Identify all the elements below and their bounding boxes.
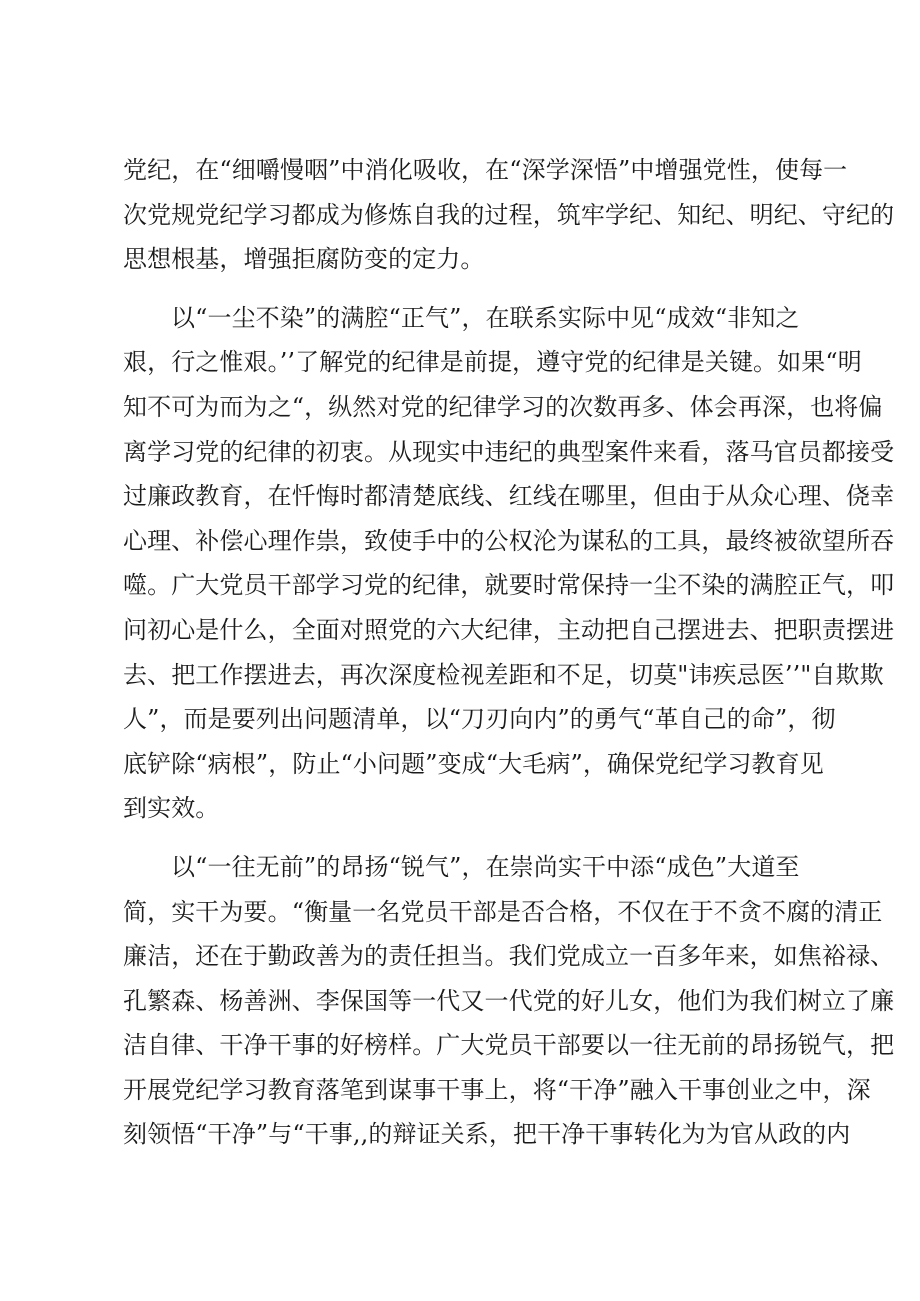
text-line: 去、把工作摆进去，再次深度检视差距和不足，切莫"讳疾忌医’’"自欺欺 — [123, 660, 884, 689]
text-line: 思想根基，增强拒腐防变的定力。 — [123, 245, 485, 274]
text-line: 简，实干为要。“衡量一名党员干部是否合格，不仅在于不贪不腐的清正 — [123, 897, 883, 926]
text-line: 以“一尘不染”的满腔“正气”，在联系实际中见“成效“非知之 — [171, 303, 800, 332]
text-line: 廉洁，还在于勤政善为的责任担当。我们党成立一百多年来，如焦裕禄、 — [123, 942, 895, 971]
text-line: 洁自律、干净干事的好榜样。广大党员干部要以一往无前的昂扬锐气，把 — [123, 1031, 895, 1060]
paragraph — [123, 296, 895, 831]
text-line: 以“一往无前”的昂扬“锐气”，在崇尚实干中添“成色”大道至 — [171, 852, 800, 881]
text-line: 刻领悟“干净”与“干事,,的辩证关系，把干净干事转化为为官从政的内 — [123, 1120, 851, 1149]
text-line: 人”，而是要列出问题清单，以“刀刃向内”的勇气“革自己的命”，彻 — [123, 705, 836, 734]
paragraph — [123, 845, 895, 1157]
text-line: 心理、补偿心理作祟，致使手中的公权沦为谋私的工具，最终被欲望所吞 — [123, 526, 895, 555]
paragraph-gap — [123, 282, 813, 296]
text-line: 孔繁森、杨善洲、李保国等一代又一代党的好儿女，他们为我们树立了廉 — [123, 986, 895, 1015]
paragraph — [123, 148, 895, 282]
text-line: 党纪，在“细嚼慢咽”中消化吸收，在“深学深悟”中增强党性，使每一 — [123, 156, 848, 184]
body-text — [123, 148, 895, 1157]
text-line: 噬。广大党员干部学习党的纪律，就要时常保持一尘不染的满腔正气，叩 — [123, 571, 895, 600]
text-line: 艰，行之惟艰。’’了解党的纪律是前提，遵守党的纪律是关键。如果“明 — [123, 348, 862, 377]
text-line: 底铲除“病根”，防止“小问题”变成“大毛病”，确保党纪学习教育见 — [123, 749, 824, 778]
text-line: 开展党纪学习教育落笔到谋事干事上，将“干净”融入干事创业之中，深 — [123, 1075, 871, 1104]
text-line: 过廉政教育，在忏悔时都清楚底线、红线在哪里，但由于从众心理、侥幸 — [123, 482, 895, 511]
text-line: 问初心是什么，全面对照党的六大纪律，主动把自己摆进去、把职责摆进 — [123, 615, 895, 644]
text-line: 次党规党纪学习都成为修炼自我的过程，筑牢学纪、知纪、明纪、守纪的 — [123, 200, 895, 229]
text-line: 离学习党的纪律的初衷。从现实中违纪的典型案件来看，落马官员都接受 — [123, 437, 895, 466]
text-line: 到实效。 — [123, 794, 220, 823]
text-line: 知不可为而为之“，纵然对党的纪律学习的次数再多、体会再深，也将偏 — [123, 392, 883, 421]
paragraph-gap — [123, 831, 813, 845]
